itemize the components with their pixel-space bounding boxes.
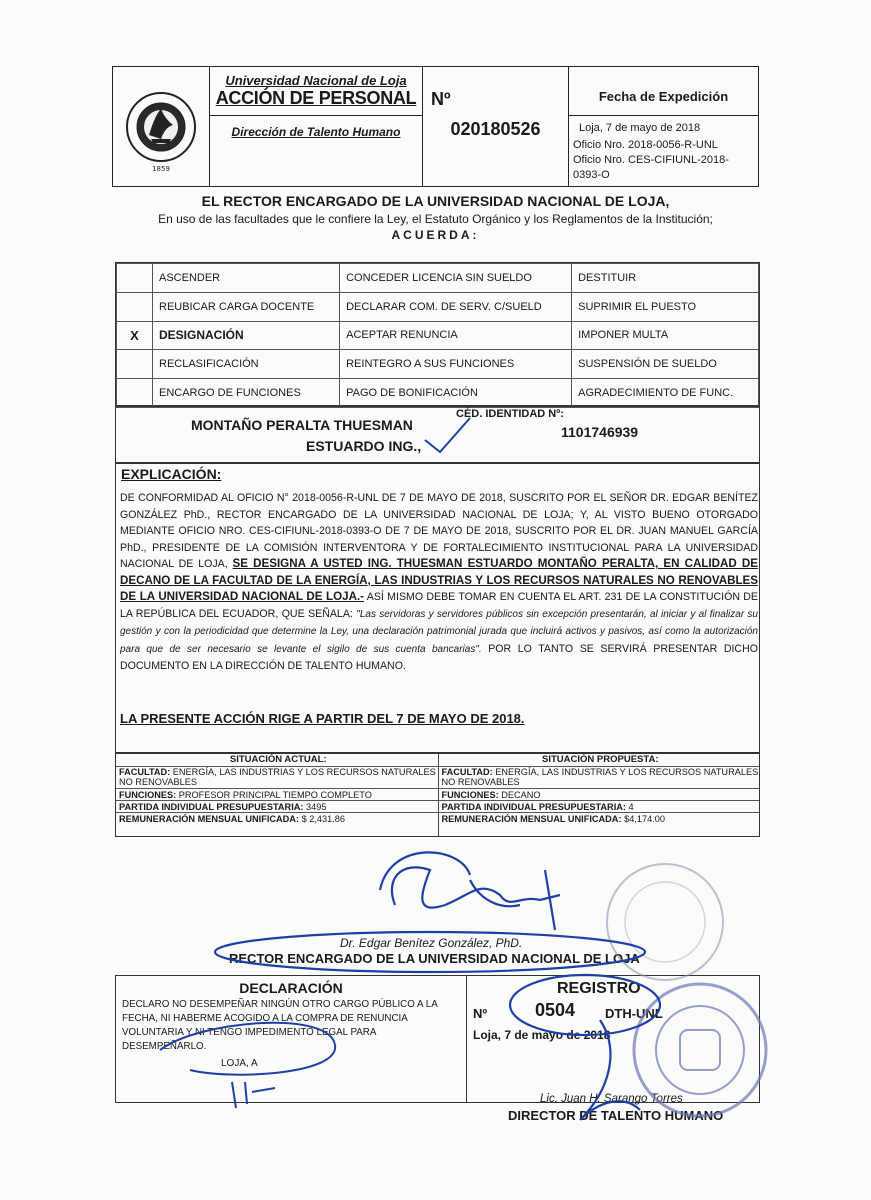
id-number: 1101746939 (561, 424, 639, 440)
option-mark (117, 350, 153, 379)
registry-box (467, 975, 760, 1103)
oficio-line-1: Oficio Nro. 2018-0056-R-UNL (573, 139, 718, 151)
document-type: ACCIÓN DE PERSONAL (215, 88, 417, 108)
proposed-functions: FUNCIONES: DECANO (439, 788, 760, 800)
issue-date-cell (569, 67, 758, 186)
explanation-p3: ASÍ MISMO DEBE TOMAR EN CUENTA EL ART. 231 DE LA CONSTITUCIÓN DE LA REPÚBLICA DEL ECUADOR, QUE SEÑALA: (120, 591, 759, 620)
option-row (117, 379, 759, 408)
situation-table (115, 753, 760, 837)
faculties-text: En uso de las facultades que le confiere la Ley, el Estatuto Orgánico y los Reglamentos de la Institución; (158, 212, 713, 226)
declaration-place: LOJA, A (221, 1058, 258, 1069)
number-label: Nº (431, 89, 451, 109)
rector-heading: EL RECTOR ENCARGADO DE LA UNIVERSIDAD NACIONAL DE LOJA, (201, 193, 670, 209)
declaration-box (115, 975, 467, 1103)
explanation-p5: POR LO TANTO SE SERVIRÁ PRESENTAR DICHO DOCUMENTO EN LA DIRECCIÓN DE TALENTO HUMANO. (120, 642, 758, 672)
proposed-situation-title: SITUACIÓN PROPUESTA: (542, 754, 659, 765)
option-mark (117, 379, 153, 408)
explanation-quote: "Las servidoras y servidores públicos sin excepción presentarán, al iniciar y al finalizar su gestión y con la periodicidad que determine la Ley, una declaración patrimonial jurada que incluirá activos y pasivos, así como la autorización para que de ser necesario se levante el sigilo de sus cuenta bancarias". (120, 608, 758, 655)
rector-role: RECTOR ENCARGADO DE LA UNIVERSIDAD NACIONAL DE LOJA (229, 951, 640, 966)
id-label: CÉD. IDENTIDAD Nº: (456, 408, 564, 420)
issue-date-label: Fecha de Expedición (598, 89, 729, 104)
department-name: Dirección de Talento Humano (231, 125, 401, 139)
option-col-3: SUSPENSIÓN DE SUELDO (572, 350, 759, 379)
acuerda-heading: ACUERDA: (391, 228, 480, 242)
issue-date-divider (569, 115, 758, 116)
option-col-1: RECLASIFICACIÓN (153, 350, 340, 379)
declaration-text: DECLARO NO DESEMPEÑAR NINGÚN OTRO CARGO PÚBLICO A LA FECHA, NI HABERME ACOGIDO A LA COMPRA DE RENUNCIA VOLUNTARIA Y NI TENGO IMPEDIMENTO LEGAL PARA DESEMPEÑARLO. (122, 999, 438, 1052)
declaration-title: DECLARACIÓN (239, 980, 343, 996)
employee-name-line-2: ESTUARDO ING., (306, 438, 422, 454)
option-col-1: ENCARGO DE FUNCIONES (153, 379, 340, 408)
option-mark: X (117, 321, 153, 350)
current-budget: PARTIDA INDIVIDUAL PRESUPUESTARIA: 3495 (116, 800, 438, 812)
director-name: Lic. Juan H. Sarango Torres (540, 1093, 683, 1105)
option-col-1: DESIGNACIÓN (153, 321, 340, 350)
option-mark (117, 292, 153, 321)
registry-number-label: Nº (473, 1006, 488, 1021)
option-row (117, 292, 759, 321)
option-col-2: PAGO DE BONIFICACIÓN (340, 379, 572, 408)
current-salary: REMUNERACIÓN MENSUAL UNIFICADA: $ 2,431.86 (116, 812, 438, 825)
option-col-2: REINTEGRO A SUS FUNCIONES (340, 350, 572, 379)
option-row (117, 321, 759, 350)
explanation-p1: DE CONFORMIDAD AL OFICIO N° 2018-0056-R-UNL DE 7 DE MAYO DE 2018, SUSCRITO POR EL SEÑOR DR. EDGAR BENÍTEZ GONZÁLEZ PhD., RECTOR ENCARGADO DE LA UNIVERSIDAD NACIONAL DE LOJA; Y, AL VISTO BUENO OTORGADO MEDIANTE OFICIO NRO. CES-CIFIUNL-2018-0393-O DE 7 DE MAYO DE 2018, SUSCRITO POR EL DR. JUAN MANUEL GARCÍA PhD., PRESIDENTE DE LA COMISIÓN INTERVENTORA Y DE FORTALECIMIENTO INSTITUCIONAL PARA LA UNIVERSIDAD NACIONAL DE LOJA, (120, 492, 758, 570)
option-col-2: DECLARAR COM. DE SERV. C/SUELD (340, 292, 572, 321)
header-box (112, 66, 759, 187)
option-row (117, 350, 759, 379)
option-col-3: SUPRIMIR EL PUESTO (572, 292, 759, 321)
logo-cell (113, 67, 210, 186)
document-number: 020180526 (450, 119, 541, 139)
option-col-1: ASCENDER (153, 264, 340, 293)
option-row (117, 264, 759, 293)
svg-text:1859: 1859 (152, 165, 170, 173)
oficio-line-3: 0393-O (573, 169, 610, 181)
rector-name: Dr. Edgar Benítez González, PhD. (340, 936, 523, 950)
explanation-box (115, 463, 760, 753)
current-situation-column (116, 754, 438, 836)
registry-title: REGISTRO (557, 980, 641, 997)
university-logo-icon (125, 75, 197, 179)
number-cell (423, 67, 569, 186)
university-name: Universidad Nacional de Loja (225, 73, 407, 88)
registry-date: Loja, 7 de mayo de 2018 (473, 1028, 611, 1042)
explanation-text (120, 490, 758, 675)
option-col-3: AGRADECIMIENTO DE FUNC. (572, 379, 759, 408)
title-cell (210, 67, 423, 186)
explanation-designation: SE DESIGNA A USTED ING. THUESMAN ESTUARDO MONTAÑO PERALTA, EN CALIDAD DE DECANO DE LA FACULTAD DE LA ENERGÍA, LAS INDUSTRIAS Y LOS RECURSOS NATURALES NO RENOVABLES DE LA UNIVERSIDAD NACIONAL DE LOJA.- (120, 557, 758, 603)
proposed-situation-column (438, 754, 760, 836)
issue-date: Loja, 7 de mayo de 2018 (579, 122, 701, 134)
current-situation-title: SITUACIÓN ACTUAL: (229, 754, 327, 765)
proposed-salary: REMUNERACIÓN MENSUAL UNIFICADA: $4,174.00 (439, 812, 760, 825)
action-options-grid (115, 262, 760, 406)
option-col-1: REUBICAR CARGA DOCENTE (153, 292, 340, 321)
option-col-3: IMPONER MULTA (572, 321, 759, 350)
employee-name-line-1: MONTAÑO PERALTA THUESMAN (191, 417, 413, 433)
title-divider (210, 115, 422, 116)
registry-number: 0504 (535, 1000, 576, 1020)
current-functions: FUNCIONES: PROFESOR PRINCIPAL TIEMPO COMPLETO (116, 788, 438, 800)
registry-suffix: DTH-UNL (605, 1006, 663, 1021)
oficio-line-2: Oficio Nro. CES-CIFIUNL-2018- (573, 154, 729, 166)
option-col-2: ACEPTAR RENUNCIA (340, 321, 572, 350)
director-role: DIRECTOR DE TALENTO HUMANO (508, 1108, 724, 1123)
proposed-budget: PARTIDA INDIVIDUAL PRESUPUESTARIA: 4 (439, 800, 760, 812)
employee-box (115, 406, 760, 463)
current-faculty: FACULTAD: ENERGÍA, LAS INDUSTRIAS Y LOS RECURSOS NATURALES NO RENOVABLES (116, 766, 438, 788)
option-col-2: CONCEDER LICENCIA SIN SUELDO (340, 264, 572, 293)
explanation-title: EXPLICACIÓN: (121, 466, 222, 482)
effective-date-statement: LA PRESENTE ACCIÓN RIGE A PARTIR DEL 7 DE MAYO DE 2018. (120, 711, 525, 726)
option-mark (117, 264, 153, 293)
proposed-faculty: FACULTAD: ENERGÍA, LAS INDUSTRIAS Y LOS RECURSOS NATURALES NO RENOVABLES (439, 766, 760, 788)
option-col-3: DESTITUIR (572, 264, 759, 293)
